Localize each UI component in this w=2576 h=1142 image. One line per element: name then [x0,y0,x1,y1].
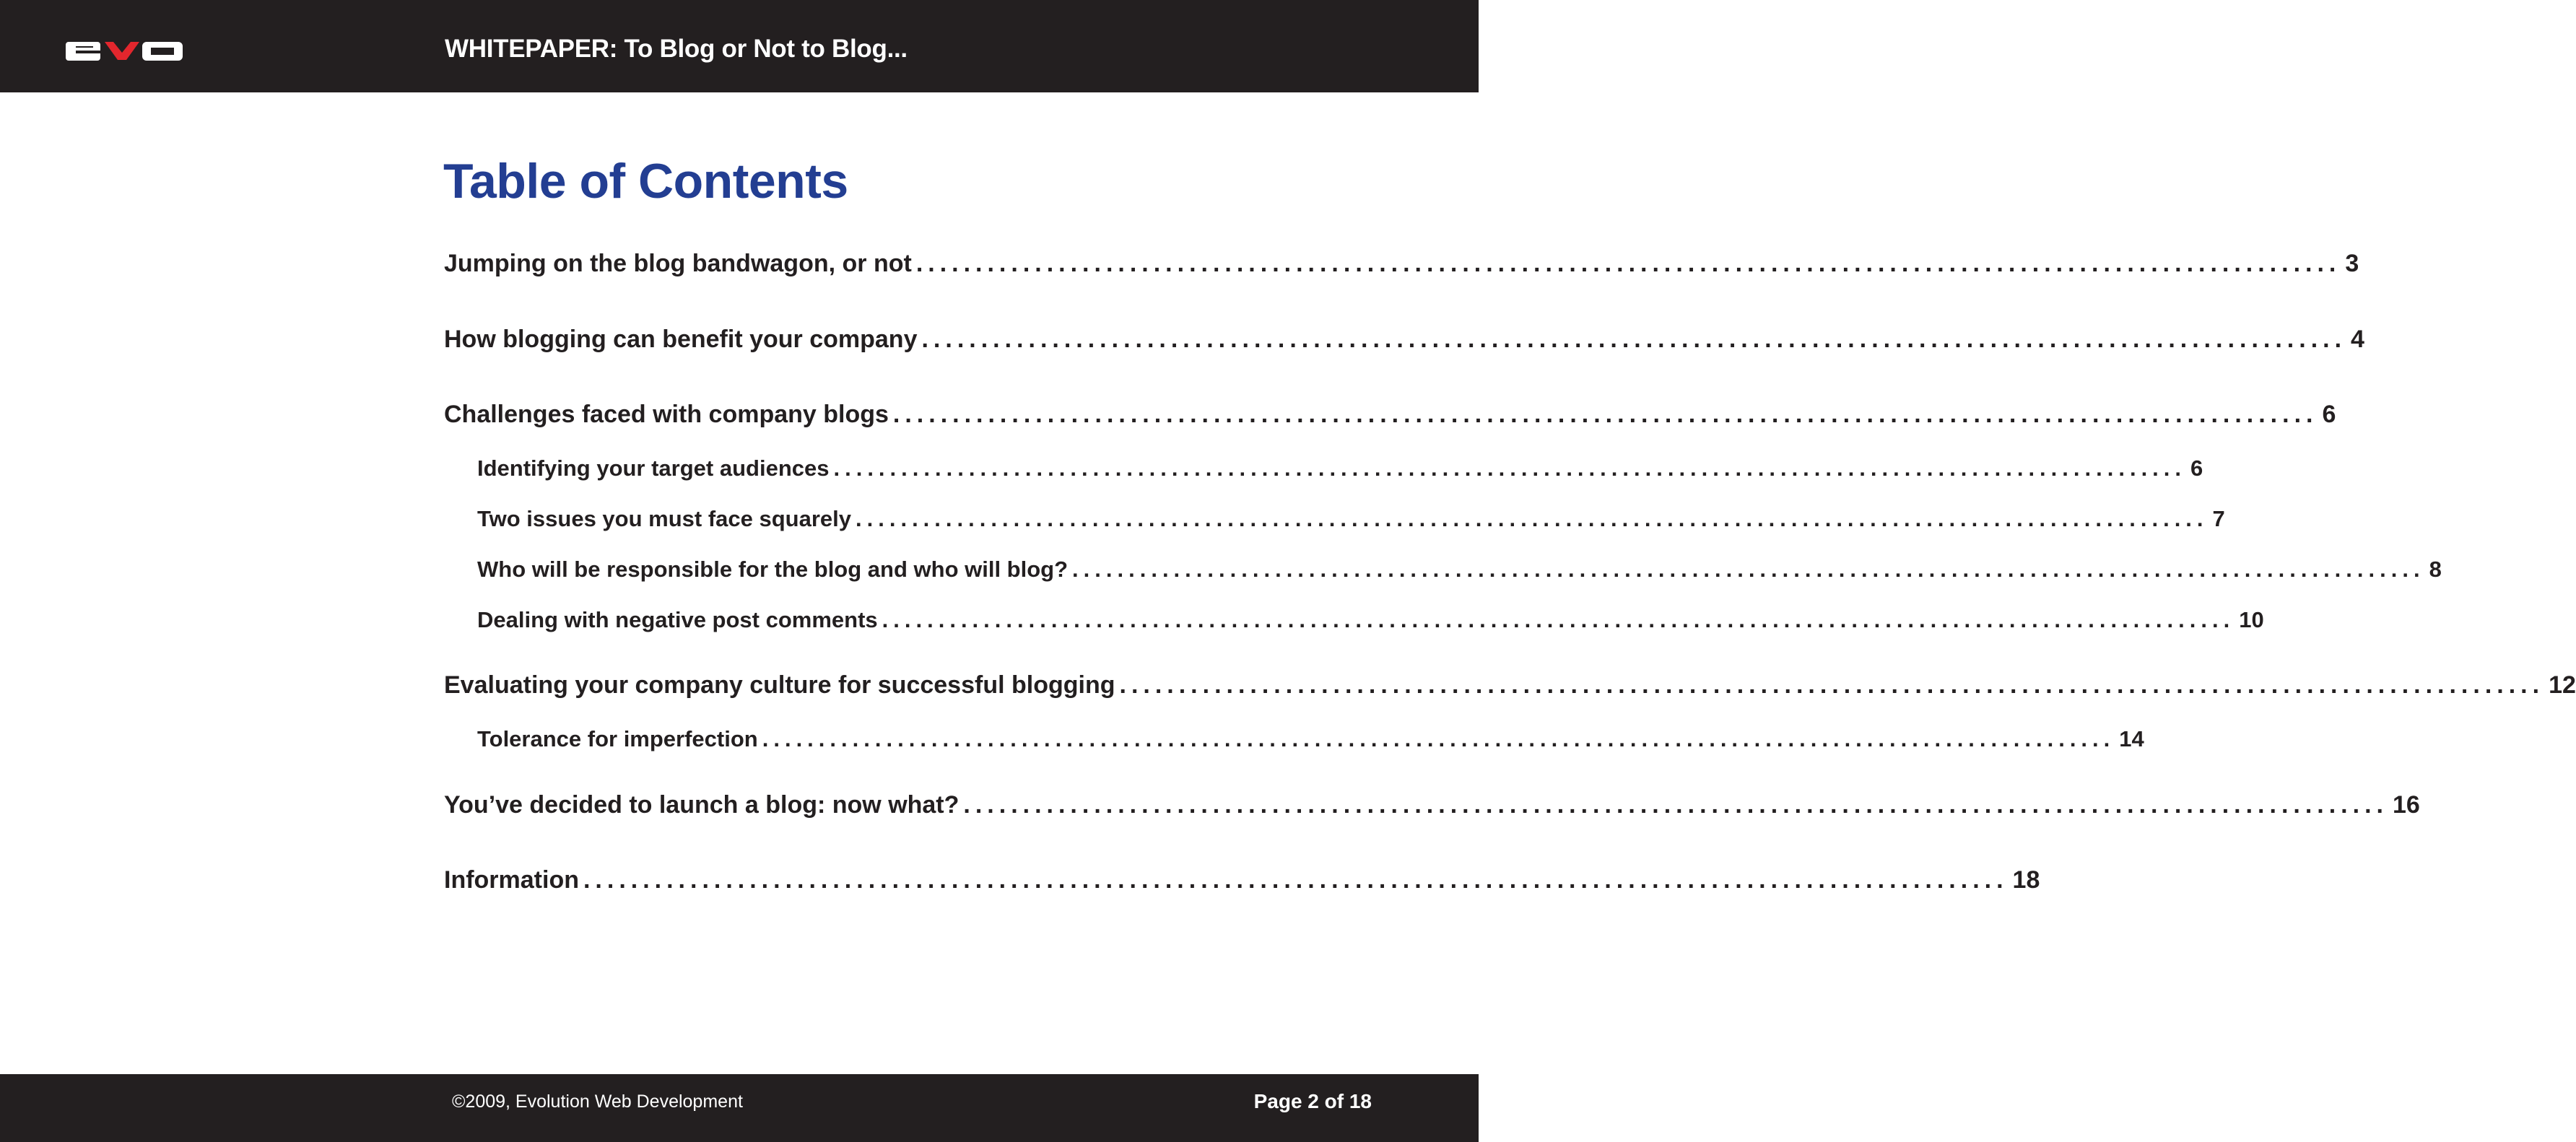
toc-entry-label: Dealing with negative post comments [477,607,878,632]
toc-entry-label: Evaluating your company culture for successful blogging [444,671,1115,699]
toc-entry[interactable] [444,250,2359,278]
toc-entry[interactable] [444,791,2420,819]
dot-leader: ........................................................................................................................ [915,250,2341,277]
toc-entry-label: Two issues you must face squarely [477,506,851,531]
toc-entry-label: How blogging can benefit your company [444,326,918,353]
toc-entry-page: 6 [2322,401,2336,428]
toc-entry-label: Challenges faced with company blogs [444,401,889,428]
toc-entry-page: 16 [2392,791,2420,819]
dot-leader: ........................................................................................................................ [1072,557,2425,582]
toc-entry-label: Information [444,866,579,894]
dot-leader: ........................................................................................................................ [762,726,2115,751]
toc-subentry[interactable] [477,607,2264,633]
toc-entry-page: 6 [2190,456,2203,481]
toc-entry-label: Jumping on the blog bandwagon, or not [444,250,912,277]
toc-subentry[interactable] [477,506,2225,532]
toc-entry-page: 10 [2239,607,2264,632]
dot-leader: ........................................................................................................................ [921,326,2347,353]
toc-entry-label: Identifying your target audiences [477,456,830,481]
dot-leader: ........................................................................................................................ [892,401,2318,428]
dot-leader: ........................................................................................................................ [833,456,2187,481]
header-bar [0,0,1479,92]
toc-entry[interactable] [444,866,2040,894]
dot-leader: ........................................................................................................................ [1119,671,2545,699]
toc-heading: Table of Contents [443,154,848,209]
toc-entry-page: 4 [2351,326,2364,353]
toc-subentry[interactable] [477,557,2442,583]
toc-entry-page: 14 [2119,726,2144,751]
toc-entry-label: You’ve decided to launch a blog: now what? [444,791,960,819]
toc-subentry[interactable] [477,456,2203,481]
page-indicator: Page 2 of 18 [1253,1090,1372,1112]
toc-entry-page: 7 [2212,506,2225,531]
toc-entry-label: Tolerance for imperfection [477,726,758,751]
dot-leader: ........................................................................................................................ [882,607,2235,632]
toc-entry-label: Who will be responsible for the blog and who will blog? [477,557,1069,582]
evo-logo [66,39,183,61]
toc-entry-page: 8 [2429,557,2442,582]
dot-leader: ........................................................................................................................ [963,791,2388,819]
toc-entry-page: 3 [2345,250,2359,277]
dot-leader: ........................................................................................................................ [856,506,2209,531]
toc-entry[interactable] [444,326,2364,354]
toc-entry-page: 12 [2549,671,2576,699]
dot-leader: ........................................................................................................................ [583,866,2009,894]
footer-bar [0,1074,1479,1142]
toc-entry[interactable] [444,671,2576,699]
copyright-text: ©2009, Evolution Web Development [452,1091,743,1112]
toc-entry-page: 18 [2012,866,2040,894]
toc-subentry[interactable] [477,726,2144,752]
toc-entry[interactable] [444,401,2336,429]
document-title: WHITEPAPER: To Blog or Not to Blog... [445,35,908,63]
